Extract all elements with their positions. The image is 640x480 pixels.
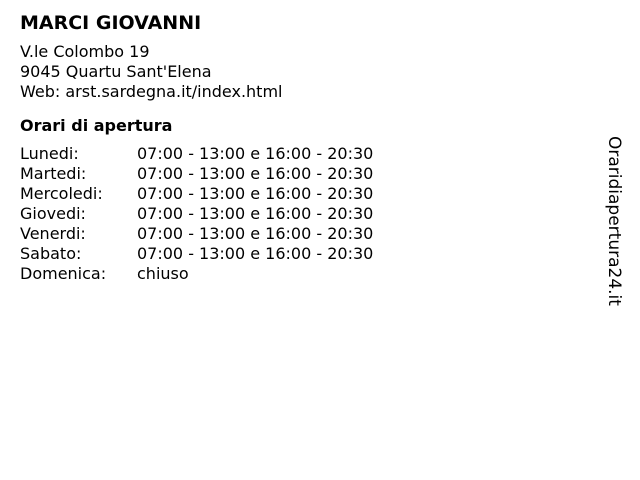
time-value: 07:00 - 13:00 e 16:00 - 20:30	[137, 144, 374, 163]
table-row	[20, 164, 373, 184]
website-link[interactable]: Web: arst.sardegna.it/index.html	[20, 82, 283, 101]
time-value: 07:00 - 13:00 e 16:00 - 20:30	[137, 204, 374, 223]
day-label: Lunedi:	[20, 144, 79, 163]
address-city: 9045 Quartu Sant'Elena	[20, 62, 212, 81]
day-label: Giovedi:	[20, 204, 86, 223]
day-label: Domenica:	[20, 264, 107, 283]
business-name: MARCI GIOVANNI	[20, 12, 202, 34]
hours-heading: Orari di apertura	[20, 116, 173, 135]
day-label: Venerdi:	[20, 224, 86, 243]
table-row	[20, 204, 373, 224]
time-value: chiuso	[137, 264, 189, 283]
table-row	[20, 144, 373, 164]
time-value: 07:00 - 13:00 e 16:00 - 20:30	[137, 224, 374, 243]
table-row	[20, 184, 373, 204]
site-watermark: Oraridiapertura24.it	[604, 136, 624, 306]
day-label: Sabato:	[20, 244, 82, 263]
time-value: 07:00 - 13:00 e 16:00 - 20:30	[137, 184, 374, 203]
business-card	[20, 10, 600, 284]
table-row	[20, 264, 373, 284]
time-value: 07:00 - 13:00 e 16:00 - 20:30	[137, 244, 374, 263]
address-street: V.le Colombo 19	[20, 42, 150, 61]
table-row	[20, 244, 373, 264]
table-row	[20, 224, 373, 244]
opening-hours-table	[20, 144, 373, 284]
address-block	[20, 42, 600, 102]
time-value: 07:00 - 13:00 e 16:00 - 20:30	[137, 164, 374, 183]
day-label: Mercoledi:	[20, 184, 103, 203]
day-label: Martedi:	[20, 164, 87, 183]
